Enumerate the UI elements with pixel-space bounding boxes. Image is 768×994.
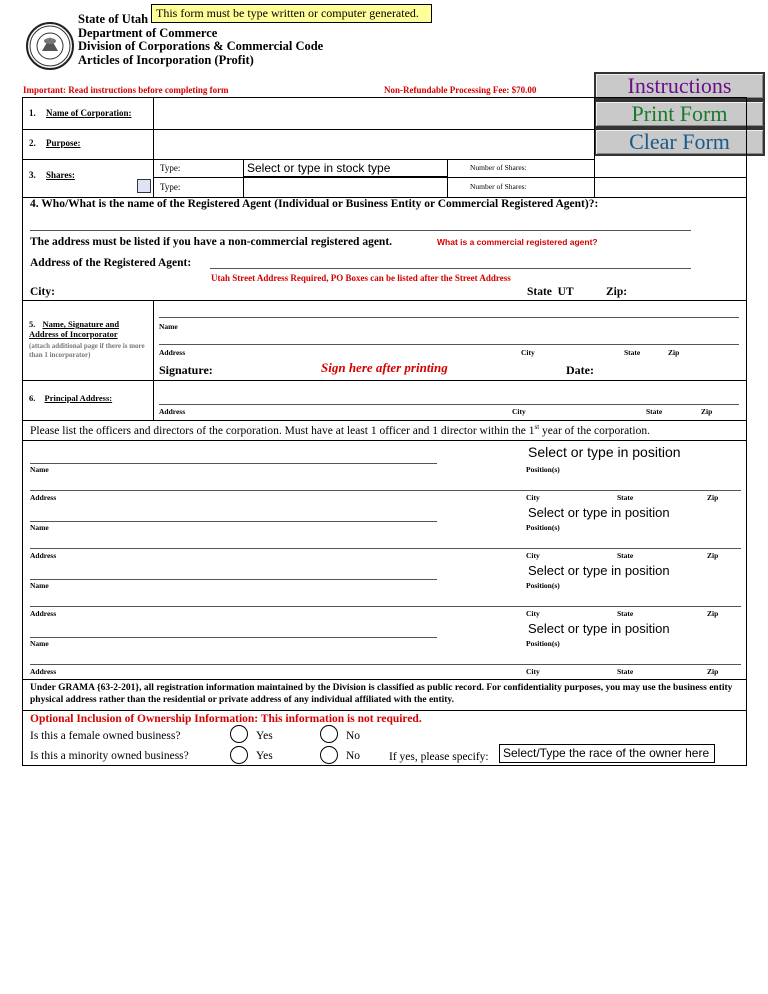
female-yes-label: Yes (256, 730, 273, 742)
header-department: Department of Commerce (78, 25, 218, 40)
officer-2-state-label: State (617, 551, 634, 560)
header-state: State of Utah (78, 12, 149, 26)
stock-type-input-2[interactable] (244, 178, 447, 196)
minority-owned-question: Is this a minority owned business? (30, 750, 189, 762)
officer-1-name-input[interactable] (30, 449, 437, 463)
date-label: Date: (566, 363, 594, 377)
officer-1-address-input[interactable] (30, 477, 741, 490)
principal-address-label: Address (159, 407, 186, 416)
officer-3-name-input[interactable] (30, 565, 437, 579)
signature-date-input[interactable] (600, 361, 740, 376)
type-notice-banner: This form must be type written or computer generated. (151, 4, 432, 23)
agent-zip-label: Zip: (606, 286, 628, 298)
section5-note: (attach additional page if there is more than 1 incorporator) (29, 342, 145, 359)
incorporator-address-label: Address (159, 348, 186, 357)
ownership-heading: Optional Inclusion of Ownership Information: This information is not required. (30, 713, 422, 725)
share-type-label-1: Type: (160, 163, 181, 173)
female-yes-radio[interactable] (230, 725, 248, 743)
officer-1-city-label: City (526, 493, 540, 502)
minority-yes-label: Yes (256, 750, 273, 762)
grama-notice: Under GRAMA {63-2-201}, all registration information maintained by the Division is classified as public record. For confidentiality purposes, you may use the business entity physical address rather than the residential or private address of any individual affiliated with the entity. (30, 683, 733, 705)
officer-1-position-label: Position(s) (526, 465, 560, 474)
officer-3-position-label: Position(s) (526, 581, 560, 590)
section2-title: Purpose: (46, 138, 81, 148)
officer-2-zip-label: Zip (707, 551, 719, 560)
officer-4-city-label: City (526, 667, 540, 676)
section2-number: 2. (29, 138, 36, 148)
section3-title: Shares: (46, 170, 75, 180)
officer-4-state-label: State (617, 667, 634, 676)
section3-number: 3. (29, 170, 36, 180)
officer-4-name-input[interactable] (30, 623, 437, 637)
stock-type-select[interactable]: Select or type in stock type (243, 159, 448, 177)
officer-4-position-select[interactable]: Select or type in position (528, 621, 670, 636)
header-division: Division of Corporations & Commercial Code (78, 39, 324, 53)
officer-4-address-label: Address (30, 667, 57, 676)
purpose-input[interactable] (154, 130, 593, 158)
number-of-shares-label-1: Number of Shares: (470, 163, 527, 172)
agent-city-input[interactable] (62, 284, 512, 298)
section1-title: Name of Corporation: (46, 108, 132, 118)
officer-4-name-label: Name (30, 639, 49, 648)
officer-2-position-select[interactable]: Select or type in position (528, 505, 670, 520)
section5-title: Name, Signature and Address of Incorporator (29, 319, 120, 339)
officer-1-position-select[interactable]: Select or type in position (528, 444, 681, 460)
agent-address-input[interactable] (210, 254, 691, 268)
agent-address-label: Address of the Registered Agent: (30, 257, 192, 269)
officer-2-address-label: Address (30, 551, 57, 560)
officer-3-name-label: Name (30, 581, 49, 590)
state-seal (26, 22, 74, 70)
principal-zip-label: Zip (701, 407, 713, 416)
important-note: Important: Read instructions before completing form (23, 85, 229, 95)
officer-2-position-label: Position(s) (526, 523, 560, 532)
incorporator-name-input[interactable] (159, 303, 739, 317)
agent-zip-input[interactable] (630, 284, 740, 298)
officer-3-address-input[interactable] (30, 593, 741, 606)
specify-label: If yes, please specify: (389, 751, 489, 763)
principal-address-input[interactable] (159, 388, 739, 404)
agent-state-label: State UT (527, 286, 574, 298)
clear-form-button[interactable]: Clear Form (594, 128, 765, 156)
header-form-title: Articles of Incorporation (Profit) (78, 52, 254, 67)
agent-name-input[interactable] (30, 214, 691, 230)
officer-2-name-label: Name (30, 523, 49, 532)
incorporator-state-label: State (624, 348, 641, 357)
section4-heading: 4. Who/What is the name of the Registered Agent (Individual or Business Entity or Commercial Registered Agent)?: (30, 198, 599, 210)
section6-number: 6. (29, 393, 36, 403)
instructions-button[interactable]: Instructions (594, 72, 765, 100)
incorporator-address-input[interactable] (159, 331, 739, 344)
officer-2-address-input[interactable] (30, 535, 741, 548)
section5-number: 5. (29, 319, 36, 329)
sign-here-note: Sign here after printing (321, 360, 448, 375)
share-type-label-2: Type: (160, 182, 181, 192)
number-of-shares-input-1[interactable] (595, 160, 746, 177)
female-no-label: No (346, 730, 361, 742)
agent-city-label: City: (30, 286, 55, 298)
officer-2-name-input[interactable] (30, 507, 437, 521)
number-of-shares-input-2[interactable] (595, 178, 746, 196)
officer-1-name-label: Name (30, 465, 49, 474)
officer-1-address-label: Address (30, 493, 57, 502)
section6-title: Principal Address: (44, 393, 113, 403)
print-form-button[interactable]: Print Form (594, 100, 765, 128)
utah-street-note: Utah Street Address Required, PO Boxes can be listed after the Street Address (211, 273, 511, 283)
commercial-agent-link[interactable]: What is a commercial registered agent? (437, 237, 598, 247)
minority-yes-radio[interactable] (230, 746, 248, 764)
female-owned-question: Is this a female owned business? (30, 730, 181, 742)
processing-fee: Non-Refundable Processing Fee: $70.00 (384, 85, 537, 95)
officers-instruction: Please list the officers and directors of the corporation. Must have at least 1 officer and 1 director within the 1st year of the corporation. (30, 423, 650, 437)
number-of-shares-label-2: Number of Shares: (470, 182, 527, 191)
officer-1-state-label: State (617, 493, 634, 502)
officer-3-position-select[interactable]: Select or type in position (528, 563, 670, 578)
minority-no-radio[interactable] (320, 746, 338, 764)
add-share-checkbox[interactable] (137, 179, 151, 193)
principal-city-label: City (512, 407, 526, 416)
incorporator-name-label: Name (159, 322, 178, 331)
incorporator-city-label: City (521, 348, 535, 357)
corporation-name-input[interactable] (154, 98, 593, 128)
principal-state-label: State (646, 407, 663, 416)
officer-3-state-label: State (617, 609, 634, 618)
officer-4-address-input[interactable] (30, 651, 741, 664)
agent-address-note: The address must be listed if you have a non-commercial registered agent. (30, 236, 393, 248)
officer-4-zip-label: Zip (707, 667, 719, 676)
officer-3-city-label: City (526, 609, 540, 618)
officer-3-address-label: Address (30, 609, 57, 618)
incorporator-zip-label: Zip (668, 348, 680, 357)
minority-no-label: No (346, 750, 361, 762)
officer-4-position-label: Position(s) (526, 639, 560, 648)
section1-number: 1. (29, 108, 36, 118)
officer-2-city-label: City (526, 551, 540, 560)
officer-3-zip-label: Zip (707, 609, 719, 618)
signature-label: Signature: (159, 363, 213, 377)
female-no-radio[interactable] (320, 725, 338, 743)
officer-1-zip-label: Zip (707, 493, 719, 502)
race-select[interactable]: Select/Type the race of the owner here (499, 744, 715, 763)
